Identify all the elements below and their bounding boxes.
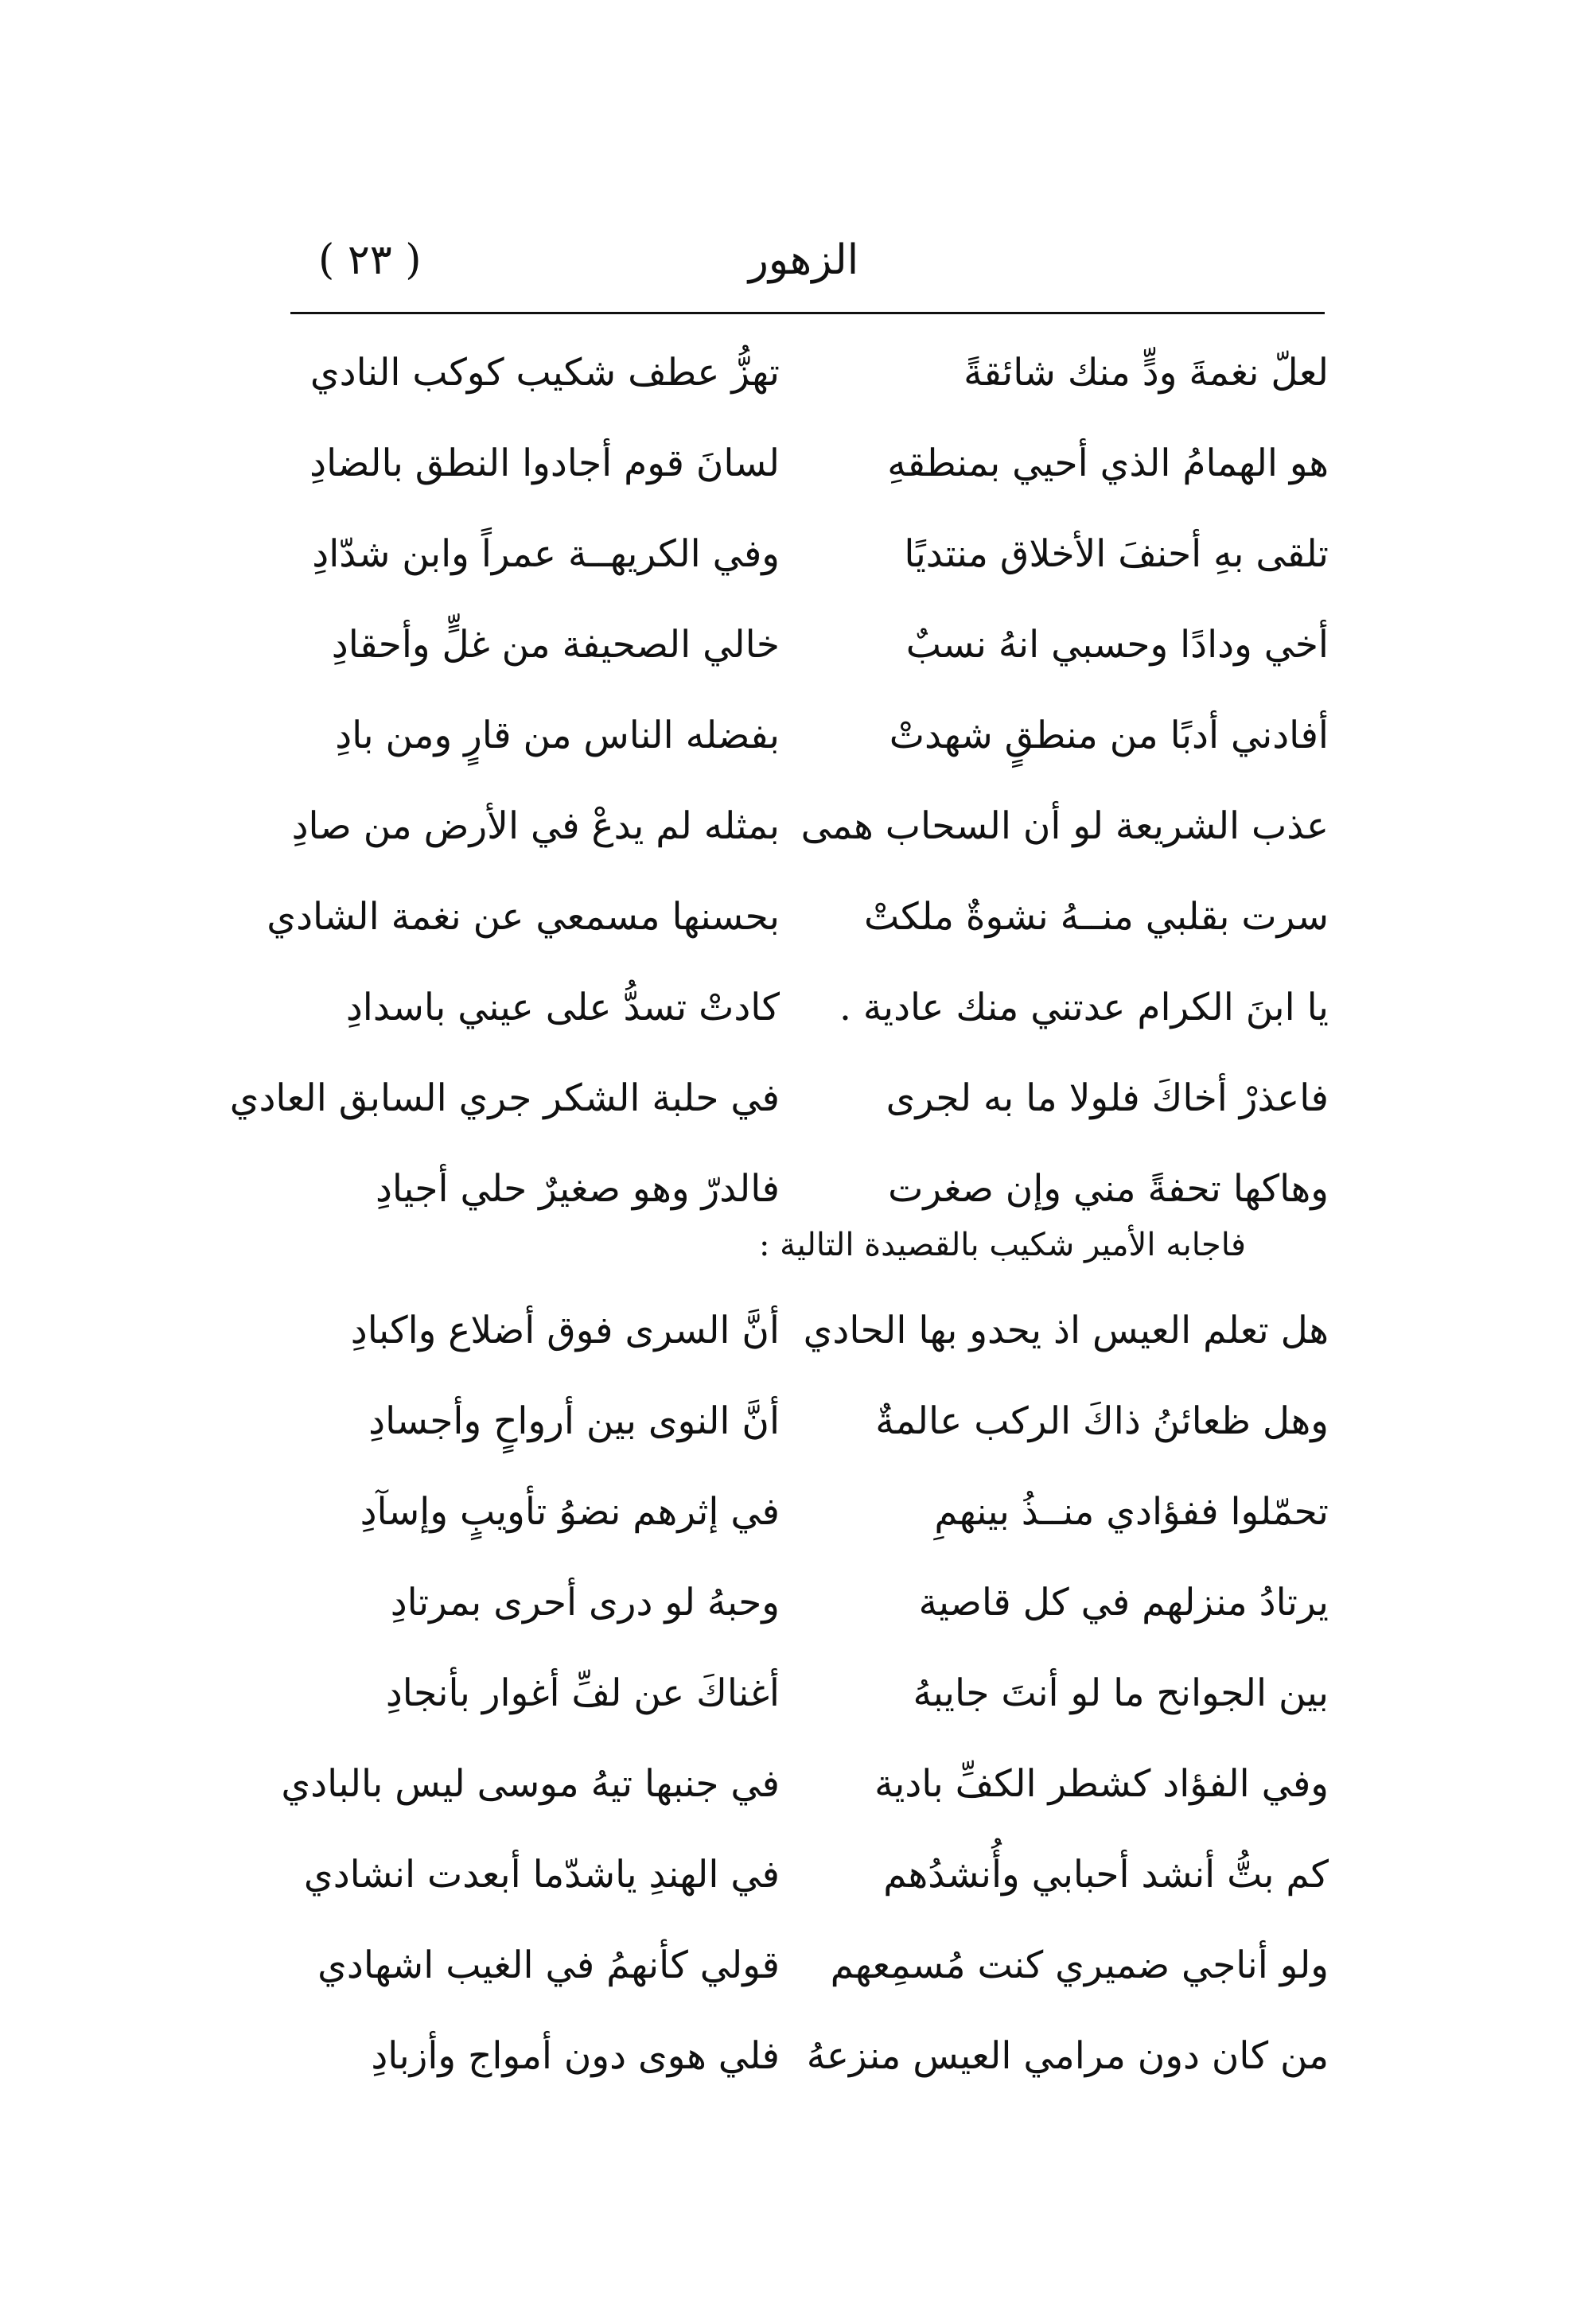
second-hemistich: بفضله الناس من قارٍ ومن بادِ [335,714,780,757]
first-hemistich: هو الهمامُ الذي أحيي بمنطقهِ [887,442,1329,485]
page-number: ( ٢٣ ) [318,236,422,284]
first-hemistich: فاعذرْ أخاكَ فلولا ما به لجرى [886,1076,1329,1120]
verse [286,1376,1329,1467]
first-hemistich: وفي الفؤاد كشطر الكفِّ بادية [874,1762,1329,1806]
first-hemistich: بين الجوانح ما لو أنتَ جايبهُ [913,1671,1329,1715]
first-hemistich: سرت بقلبي منــهُ نشوةٌ ملكتْ [864,895,1329,939]
verse [286,2011,1329,2102]
poem-2 [281,1286,1329,2102]
verse [286,600,1329,691]
reply-introduction: فاجابه الأمير شكيب بالقصيدة التالية : [758,1227,1246,1263]
first-hemistich: يا ابنَ الكرام عدتني منك عادية . [839,986,1329,1029]
verse [286,418,1329,509]
first-hemistich: عذب الشريعة لو أن السحاب همى [800,804,1329,848]
second-hemistich: فلي هوى دون أمواج وأزبادِ [371,2034,780,2078]
first-hemistich: يرتادُ منزلهم في كل قاصية [918,1581,1329,1624]
second-hemistich: بحسنها مسمعي عن نغمة الشادي [267,895,780,939]
running-title: الزهور [748,236,859,284]
verse [286,1467,1329,1558]
first-hemistich: أخي ودادًا وحسبي انهُ نسبٌ [905,623,1329,667]
verse [286,1830,1329,1920]
first-hemistich: لعلّ نغمةَ ودٍّ منك شائقةً [963,351,1329,395]
second-hemistich: في إثرهم نضوُ تأويبٍ وإسآدِ [360,1490,780,1534]
second-hemistich: تهزُّ عطف شكيب كوكب النادي [309,351,780,395]
second-hemistich: فالدرّ وهو صغيرٌ حلي أجيادِ [375,1167,780,1211]
verse [286,509,1329,600]
first-hemistich: تلقى بهِ أحنفَ الأخلاق منتديًا [904,532,1329,576]
second-hemistich: بمثله لم يدعْ في الأرض من صادِ [291,804,780,848]
first-hemistich: وهاكها تحفةً مني وإن صغرت [888,1167,1329,1211]
first-hemistich: ولو أناجي ضميري كنت مُسمِعهم [830,1943,1329,1987]
poem-1 [229,328,1329,1235]
second-hemistich: أنَّ النوى بين أرواحٍ وأجسادِ [368,1399,780,1443]
verse [267,872,1329,963]
verse [286,1648,1329,1739]
second-hemistich: أنَّ السرى فوق أضلاع واكبادِ [350,1309,780,1352]
first-hemistich: هل تعلم العيس اذ يحدو بها الحادي [803,1309,1329,1352]
verse [286,328,1329,418]
first-hemistich: من كان دون مرامي العيس منزعهُ [806,2034,1329,2078]
first-hemistich: كم بتُّ أنشد أحبابي وأُنشدُهم [883,1853,1329,1897]
first-hemistich: وهل ظعائنُ ذاكَ الركب عالمةٌ [875,1399,1329,1443]
second-hemistich: في حلبة الشكر جري السابق العادي [229,1076,780,1120]
first-hemistich: تحمّلوا ففؤادي منــذُ بينهمِ [934,1490,1329,1534]
verse [281,1739,1329,1830]
second-hemistich: كادتْ تسدُّ على عيني باسدادِ [345,986,780,1029]
verse [286,691,1329,781]
verse [286,963,1329,1053]
first-hemistich: أفادني أدبًا من منطقٍ شهدتْ [889,714,1329,757]
verse [286,1558,1329,1648]
second-hemistich: قولي كأنهمُ في الغيب اشهادي [317,1943,780,1987]
second-hemistich: وفي الكريهــة عمراً وابن شدّادِ [312,532,780,576]
verse [286,1920,1329,2011]
second-hemistich: وحبهُ لو درى أحرى بمرتادِ [390,1581,780,1624]
verse [286,781,1329,872]
verse [286,1286,1329,1376]
second-hemistich: في جنبها تيهُ موسى ليس بالبادي [281,1762,780,1806]
page-header [286,224,1321,296]
verse [229,1053,1329,1144]
second-hemistich: خالي الصحيفة من غلٍّ وأحقادِ [331,623,780,667]
header-rule [290,312,1325,314]
second-hemistich: أغناكَ عن لفِّ أغوار بأنجادِ [385,1671,780,1715]
second-hemistich: في الهندِ ياشدّما أبعدت انشادي [303,1853,780,1897]
second-hemistich: لسانَ قوم أجادوا النطق بالضادِ [309,442,780,485]
